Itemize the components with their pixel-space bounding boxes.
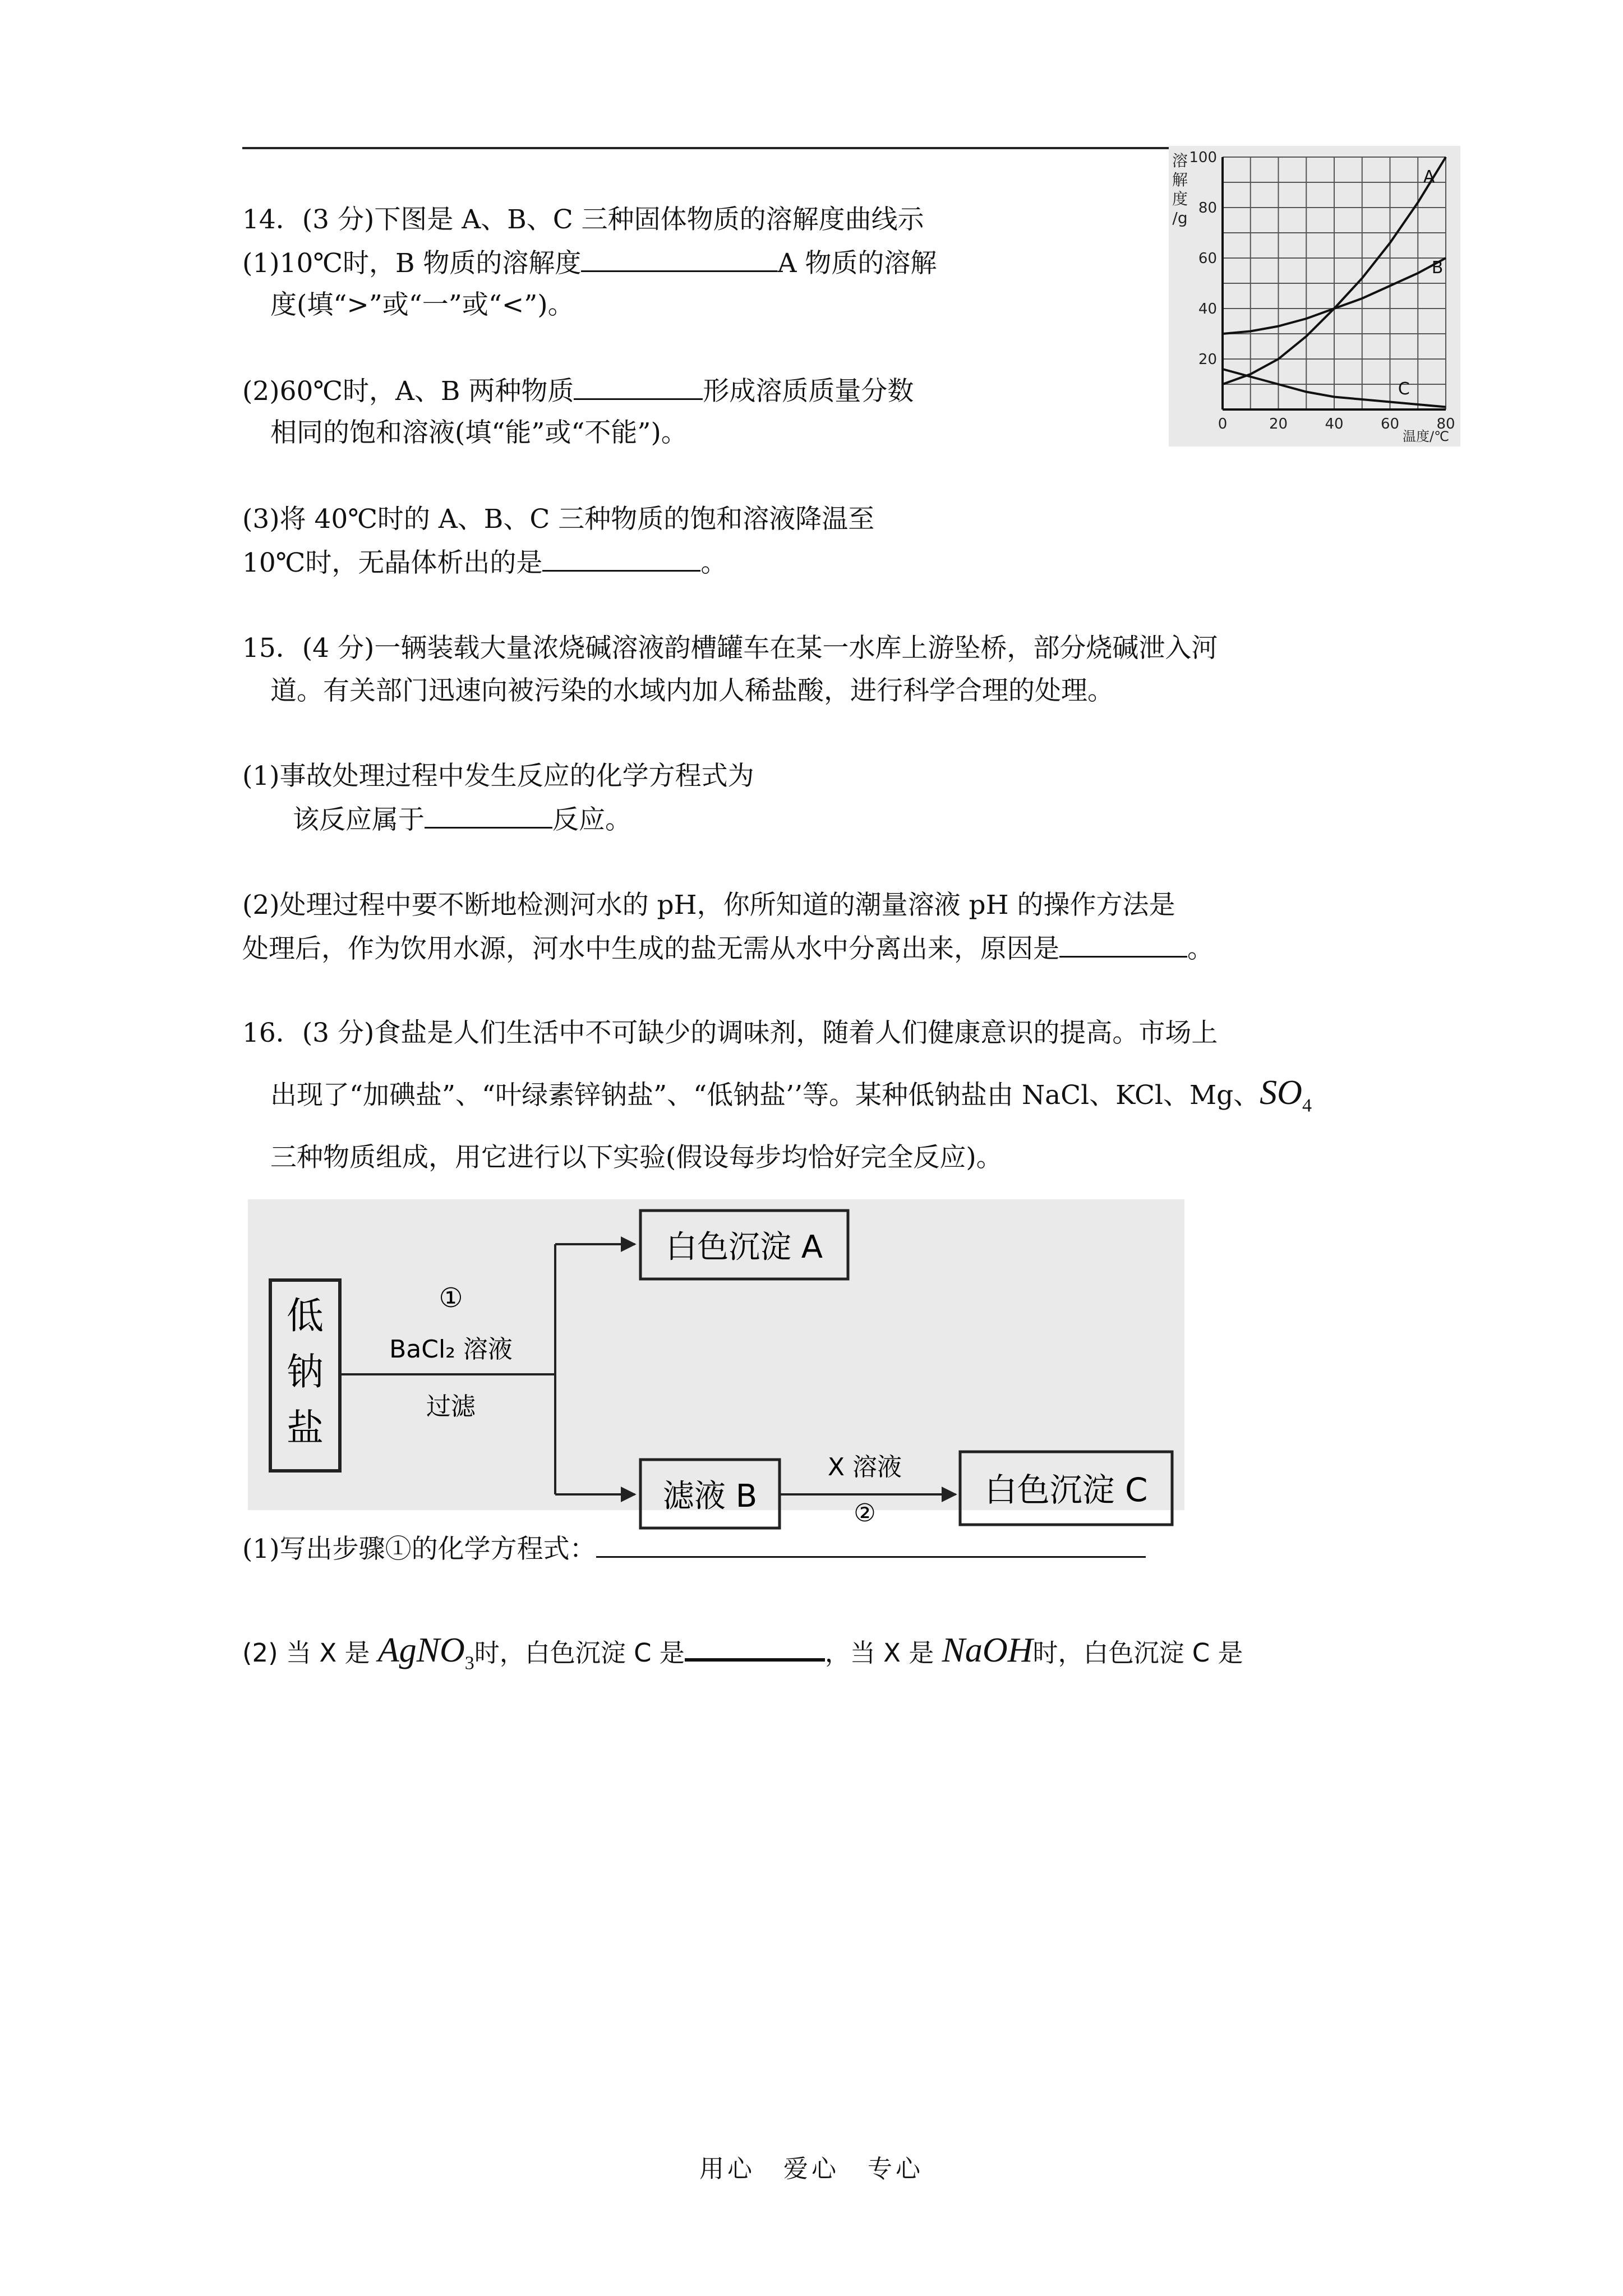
q14-part3-cont: 10℃时，无晶体析出的是 。: [242, 544, 727, 581]
naoh-formula: NaOH: [942, 1631, 1033, 1669]
q16-part2: (2) 当 X 是 AgNO$_3$时，白色沉淀 C 是 ，当 X 是 NaOH时，白色沉淀 C 是: [242, 1631, 1243, 1674]
q14-part3: (3)将 40℃时的 A、B、C 三种物质的饱和溶液降温至: [242, 504, 875, 535]
chart-axis-labels: [1172, 151, 1449, 444]
step1-number: ①: [439, 1282, 463, 1314]
q15-part2: (2)处理过程中要不断地检测河水的 pH，你所知道的潮量溶液 pH 的操作方法是: [242, 890, 1175, 921]
q14-blank-2[interactable]: [574, 372, 703, 400]
ppt-a-label: 白色沉淀 A: [665, 1229, 823, 1266]
q14-part2: (2)60℃时，A、B 两种物质 形成溶质质量分数: [242, 372, 914, 409]
q16-blank-1[interactable]: [596, 1530, 1146, 1558]
q16-part1: (1)写出步骤①的化学方程式：: [242, 1530, 1146, 1567]
x-tick-label: 0: [1218, 416, 1228, 432]
q15-blank-2[interactable]: [1059, 930, 1187, 958]
q14-blank-3[interactable]: [542, 544, 700, 572]
y-axis-label: 溶: [1172, 151, 1188, 170]
agno3-formula: AgNO$_3$: [377, 1631, 474, 1674]
y-tick-label: 40: [1198, 301, 1217, 318]
y-axis-label: 解: [1172, 171, 1188, 189]
q15-part1: (1)事故处理过程中发生反应的化学方程式为: [242, 761, 754, 792]
q15-part2-cont: 处理后，作为饮用水源，河水中生成的盐无需从水中分离出来，原因是 。: [242, 930, 1214, 967]
x-tick-label: 20: [1269, 416, 1288, 432]
step1-reagent: BaCl₂ 溶液: [389, 1335, 513, 1364]
ppt-c-label: 白色沉淀 C: [984, 1471, 1148, 1509]
q14-blank-1[interactable]: [581, 245, 777, 272]
so4-formula: $SO_4$: [1260, 1074, 1312, 1116]
series-label-b: B: [1431, 258, 1444, 278]
x-tick-label: 40: [1325, 416, 1344, 432]
q14-title: 14．(3 分)下图是 A、B、C 三种固体物质的溶解度曲线示: [242, 204, 924, 235]
start-label-2: 钠: [287, 1350, 324, 1393]
filtrate-b-label: 滤液 B: [662, 1478, 758, 1515]
q15-part1-cont: 该反应属于 反应。: [293, 801, 631, 838]
q16-line2: 出现了“加碘盐”、“叶绿素锌钠盐”、“低钠盐’’等。某种低钠盐由 NaCl、KCl、Mg、$SO_4$: [270, 1074, 1312, 1116]
y-axis-label: /g: [1172, 209, 1188, 227]
q14-part1-cont: 度(填“>”或“一”或“<”)。: [270, 289, 574, 320]
series-label-a: A: [1423, 167, 1435, 187]
experiment-flow-diagram: [248, 1199, 1184, 1527]
x-axis-label: 温度/℃: [1402, 429, 1449, 444]
series-label-c: C: [1398, 379, 1410, 399]
q16-blank-2[interactable]: [685, 1632, 825, 1662]
q15-blank-1[interactable]: [425, 801, 552, 829]
y-tick-label: 80: [1198, 200, 1217, 217]
y-axis-label: 度: [1172, 190, 1188, 208]
q14-part2-cont: 相同的饱和溶液(填“能”或“不能”)。: [270, 417, 688, 448]
start-label-1: 低: [287, 1294, 324, 1337]
q16-line3: 三种物质组成，用它进行以下实验(假设每步均恰好完全反应)。: [270, 1142, 1003, 1173]
page-footer: 用心 爱心 专心: [699, 2155, 924, 2183]
q14-part1: (1)10℃时，B 物质的溶解度 A 物质的溶解: [242, 245, 937, 282]
q15-title-cont: 道。有关部门迅速向被污染的水域内加人稀盐酸，进行科学合理的处理。: [270, 675, 1114, 706]
y-tick-label: 100: [1189, 149, 1217, 166]
q16-title: 16．(3 分)食盐是人们生活中不可缺少的调味剂，随着人们健康意识的提高。市场上: [242, 1018, 1218, 1048]
q15-title: 15．(4 分)一辆装载大量浓烧碱溶液韵槽罐车在某一水库上游坠桥，部分烧碱泄入河: [242, 633, 1218, 664]
x-tick-label: 80: [1436, 416, 1455, 432]
step1-operation: 过滤: [426, 1392, 476, 1421]
solubility-chart: [1169, 146, 1460, 447]
x-tick-label: 60: [1380, 416, 1400, 432]
step2-reagent: X 溶液: [827, 1453, 902, 1481]
header-rule: [242, 147, 1173, 149]
chart-tick-labels: [1189, 149, 1455, 432]
y-tick-label: 60: [1198, 250, 1217, 267]
y-tick-label: 20: [1198, 351, 1217, 368]
start-label-3: 盐: [287, 1406, 324, 1450]
step2-number: ②: [854, 1499, 876, 1527]
